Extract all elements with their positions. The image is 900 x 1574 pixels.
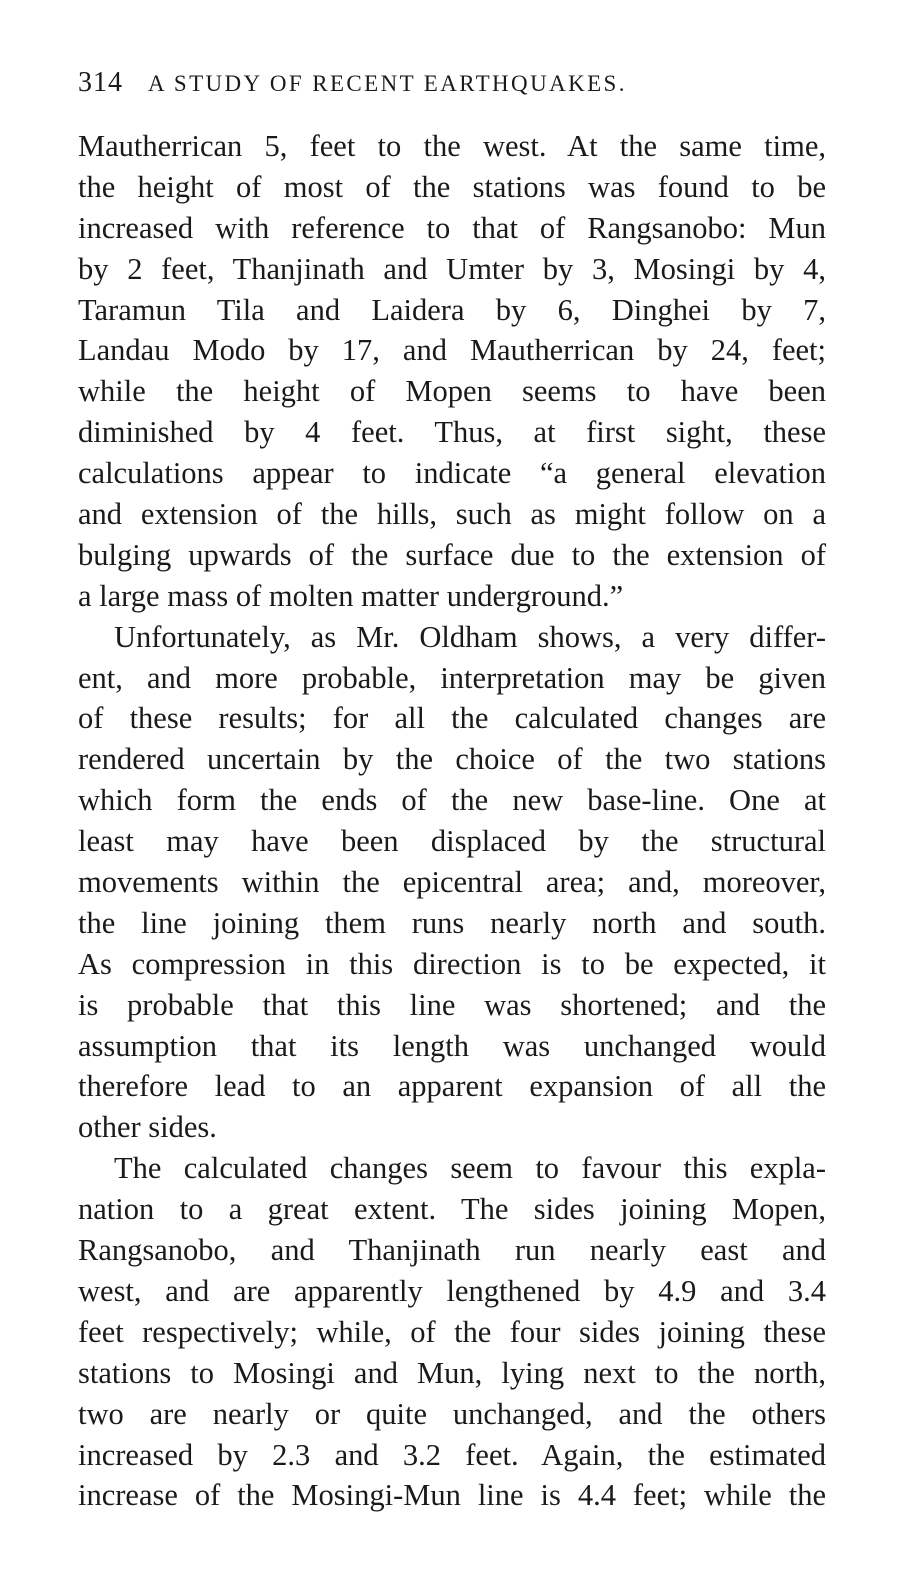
text-line: is probable that this line was shortened; and the xyxy=(78,987,826,1022)
text-line: by 2 feet, Thanjinath and Umter by 3, Mosingi by 4, xyxy=(78,251,826,286)
text-line: and extension of the hills, such as might follow on a xyxy=(78,497,826,532)
text-line: Rangsanobo, and Thanjinath run nearly east and xyxy=(78,1233,826,1268)
text-line: west, and are apparently lengthened by 4.9 and 3.4 xyxy=(78,1273,826,1308)
text-line: diminished by 4 feet. Thus, at first sight, these xyxy=(78,415,826,450)
text-line: two are nearly or quite unchanged, and the others xyxy=(78,1396,826,1431)
text-line: rendered uncertain by the choice of the two stations xyxy=(78,742,826,777)
paragraph-1 xyxy=(78,126,826,617)
text-line: Mautherrican 5, feet to the west. At the same time, xyxy=(78,129,826,163)
text-line: other sides. xyxy=(78,1110,217,1145)
text-line: movements within the epicentral area; and, moreover, xyxy=(78,865,826,900)
text-line: increased with reference to that of Rangsanobo: Mun xyxy=(78,210,826,245)
text-line: increased by 2.3 and 3.2 feet. Again, the estimated xyxy=(78,1437,826,1472)
text-line: a large mass of molten matter underground.” xyxy=(78,578,624,613)
text-line: ent, and more probable, interpretation may be given xyxy=(78,660,826,695)
text-line: the line joining them runs nearly north and south. xyxy=(78,905,826,940)
paragraph-3 xyxy=(78,1148,826,1516)
text-line: Unfortunately, as Mr. Oldham shows, a very differ- xyxy=(114,619,826,654)
text-line: The calculated changes seem to favour this expla- xyxy=(114,1151,826,1186)
text-line: while the height of Mopen seems to have been xyxy=(78,374,826,409)
text-line: Landau Modo by 17, and Mautherrican by 24, feet; xyxy=(78,333,826,368)
page-number: 314 xyxy=(78,67,123,98)
text-line: As compression in this direction is to be expected, it xyxy=(78,946,826,981)
text-line: least may have been displaced by the structural xyxy=(78,824,826,859)
text-line: feet respectively; while, of the four sides joining these xyxy=(78,1314,826,1349)
text-line: increase of the Mosingi-Mun line is 4.4 feet; while the xyxy=(78,1478,826,1513)
text-line: stations to Mosingi and Mun, lying next to the north, xyxy=(78,1355,826,1390)
text-line: assumption that its length was unchanged would xyxy=(78,1028,826,1063)
paragraph-2 xyxy=(78,617,826,1149)
text-line: which form the ends of the new base-line. One at xyxy=(78,783,826,818)
running-title: A STUDY OF RECENT EARTHQUAKES. xyxy=(148,71,627,96)
body-text xyxy=(78,126,826,1516)
text-line: therefore lead to an apparent expansion of all the xyxy=(78,1069,826,1104)
text-line: bulging upwards of the surface due to the extension of xyxy=(78,537,826,572)
text-line: Taramun Tila and Laidera by 6, Dinghei by 7, xyxy=(78,292,826,327)
text-line: nation to a great extent. The sides joining Mopen, xyxy=(78,1192,826,1227)
text-line: of these results; for all the calculated changes are xyxy=(78,701,826,736)
running-head xyxy=(78,66,828,100)
text-line: the height of most of the stations was found to be xyxy=(78,169,826,204)
text-line: calculations appear to indicate “a general elevation xyxy=(78,456,826,491)
